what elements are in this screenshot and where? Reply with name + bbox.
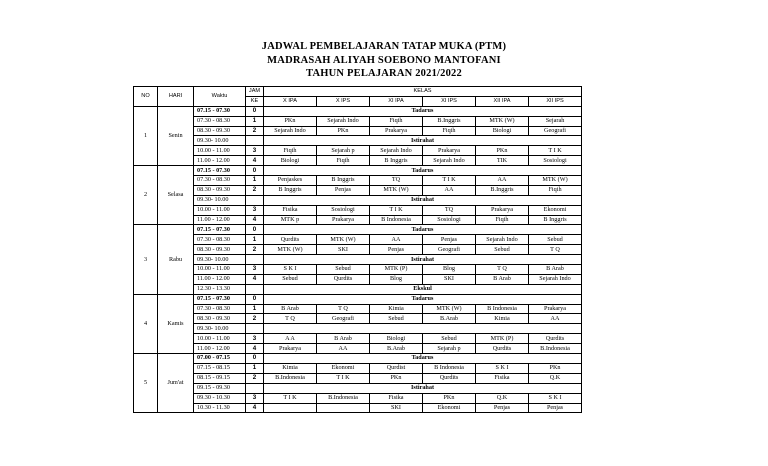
subject-cell: B.Arab (370, 344, 423, 354)
table-row (134, 215, 582, 225)
day-number: 4 (134, 294, 158, 353)
jam-ke-cell: 0 (246, 106, 264, 116)
subject-cell: AA (529, 314, 582, 324)
table-row (134, 304, 582, 314)
subject-cell: Penjas (476, 403, 529, 413)
subject-cell: Biologi (476, 126, 529, 136)
subject-cell: SKI (423, 274, 476, 284)
jam-ke-cell: 0 (246, 225, 264, 235)
jam-ke-cell (246, 255, 264, 265)
jam-ke-cell (246, 284, 264, 294)
subject-cell: T I K (264, 393, 317, 403)
subject-cell: MTK (W) (370, 185, 423, 195)
time-cell: 07.15 - 07.30 (194, 166, 246, 176)
subject-cell: SKI (370, 403, 423, 413)
subject-cell (264, 403, 317, 413)
jam-ke-cell: 3 (246, 146, 264, 156)
merged-activity-cell: Ekskul (264, 284, 582, 294)
subject-cell: S K I (529, 393, 582, 403)
jam-ke-cell: 1 (246, 304, 264, 314)
table-row (134, 393, 582, 403)
subject-cell: Sosiologi (317, 205, 370, 215)
time-cell: 07.15 - 07.30 (194, 106, 246, 116)
subject-cell: PKn (317, 126, 370, 136)
merged-activity-cell: Tadarus (264, 225, 582, 235)
subject-cell: Blog (423, 265, 476, 275)
time-cell: 07.30 - 08.30 (194, 176, 246, 186)
day-number: 1 (134, 106, 158, 165)
jam-ke-cell: 4 (246, 156, 264, 166)
title-line-3: TAHUN PELAJARAN 2021/2022 (306, 68, 462, 79)
subject-cell: AA (476, 176, 529, 186)
table-row (134, 265, 582, 275)
merged-activity-cell: Istirahat (264, 195, 582, 205)
table-row (134, 314, 582, 324)
subject-cell: Penjas (317, 185, 370, 195)
table-row (134, 294, 582, 304)
subject-cell: B Arab (264, 304, 317, 314)
subject-cell: Qurdits (317, 274, 370, 284)
table-row (134, 126, 582, 136)
subject-cell: T Q (264, 314, 317, 324)
subject-cell: Ekonomi (317, 363, 370, 373)
subject-cell: Sosiologi (529, 156, 582, 166)
table-row (134, 235, 582, 245)
time-cell: 11.00 - 12.00 (194, 344, 246, 354)
time-cell: 10.00 - 11.00 (194, 146, 246, 156)
table-row (134, 284, 582, 294)
subject-cell: Sebud (529, 235, 582, 245)
subject-cell: Sejarah Indo (370, 146, 423, 156)
subject-cell: B Inggris (370, 156, 423, 166)
table-row (134, 373, 582, 383)
subject-cell: Q.K (476, 393, 529, 403)
subject-cell: TQ (423, 205, 476, 215)
subject-cell: Sebud (476, 245, 529, 255)
subject-cell: PKn (370, 373, 423, 383)
time-cell: 09.30 - 10.30 (194, 393, 246, 403)
subject-cell: B Arab (476, 274, 529, 284)
header-no: NO (134, 87, 158, 107)
subject-cell: TIK (476, 156, 529, 166)
time-cell: 09.30- 10.00 (194, 195, 246, 205)
subject-cell: B.Inggris (423, 116, 476, 126)
table-row (134, 185, 582, 195)
subject-cell: Prakarya (264, 344, 317, 354)
table-row (134, 274, 582, 284)
table-row (134, 334, 582, 344)
subject-cell: B Indonesia (476, 304, 529, 314)
jam-ke-cell: 1 (246, 235, 264, 245)
subject-cell: Prakarya (423, 146, 476, 156)
header-kelas: KELAS (264, 87, 582, 97)
subject-cell: Sejarah p (317, 146, 370, 156)
subject-cell: B.Indonesia (529, 344, 582, 354)
subject-cell: T I K (370, 205, 423, 215)
subject-cell: Sejarah p (423, 344, 476, 354)
subject-cell: Fiqih (476, 215, 529, 225)
table-row (134, 344, 582, 354)
subject-cell: Penjas (529, 403, 582, 413)
subject-cell: Fiqih (423, 126, 476, 136)
header-class: XI IPS (423, 96, 476, 106)
title-line-1: JADWAL PEMBELAJARAN TATAP MUKA (PTM) (261, 41, 507, 52)
table-row (134, 403, 582, 413)
subject-cell: Sebud (423, 334, 476, 344)
time-cell: 07.15 - 08.15 (194, 363, 246, 373)
day-name: Rabu (158, 225, 194, 294)
time-cell: 07.30 - 08.30 (194, 304, 246, 314)
time-cell: 10.00 - 11.00 (194, 205, 246, 215)
subject-cell: Prakarya (370, 126, 423, 136)
jam-ke-cell (246, 136, 264, 146)
merged-activity-cell (264, 324, 582, 334)
table-row (134, 363, 582, 373)
jam-ke-cell: 3 (246, 393, 264, 403)
header-hari: HARI (158, 87, 194, 107)
subject-cell: B Indonesia (370, 215, 423, 225)
time-cell: 10.00 - 11.00 (194, 265, 246, 275)
time-cell: 11.00 - 12.00 (194, 274, 246, 284)
subject-cell: Sebud (370, 314, 423, 324)
subject-cell: Sebud (317, 265, 370, 275)
subject-cell: Fiqih (370, 116, 423, 126)
subject-cell: T Q (317, 304, 370, 314)
subject-cell: B Arab (317, 334, 370, 344)
subject-cell: Sejarah Indo (264, 126, 317, 136)
schedule-body (134, 106, 582, 413)
subject-cell: Geografi (317, 314, 370, 324)
jam-ke-cell: 2 (246, 245, 264, 255)
subject-cell: Fiqih (317, 156, 370, 166)
time-cell: 11.00 - 12.00 (194, 156, 246, 166)
time-cell: 12.30 - 13.30 (194, 284, 246, 294)
table-row (134, 195, 582, 205)
subject-cell: Fisika (370, 393, 423, 403)
subject-cell: Penjas (423, 235, 476, 245)
subject-cell: AA (317, 344, 370, 354)
subject-cell: Q.K (529, 373, 582, 383)
jam-ke-cell: 0 (246, 294, 264, 304)
subject-cell (317, 403, 370, 413)
subject-cell: T I K (423, 176, 476, 186)
jam-ke-cell: 2 (246, 314, 264, 324)
time-cell: 08.30 - 09.30 (194, 245, 246, 255)
subject-cell: Sebud (264, 274, 317, 284)
subject-cell: A A (264, 334, 317, 344)
merged-activity-cell: Tadarus (264, 294, 582, 304)
header-class: X IPA (264, 96, 317, 106)
time-cell: 07.30 - 08.30 (194, 116, 246, 126)
subject-cell: MTK (P) (370, 265, 423, 275)
subject-cell: T I K (529, 146, 582, 156)
jam-ke-cell (246, 195, 264, 205)
subject-cell: Fiqih (264, 146, 317, 156)
jam-ke-cell: 4 (246, 274, 264, 284)
time-cell: 09.30- 10.00 (194, 136, 246, 146)
day-name: Kamis (158, 294, 194, 353)
subject-cell: Biologi (264, 156, 317, 166)
subject-cell: MTK (P) (476, 334, 529, 344)
time-cell: 09.30- 10.00 (194, 324, 246, 334)
subject-cell: Qurdits (264, 235, 317, 245)
table-row (134, 354, 582, 364)
jam-ke-cell (246, 383, 264, 393)
subject-cell: PKn (264, 116, 317, 126)
table-row (134, 116, 582, 126)
header-class: XII IPA (476, 96, 529, 106)
jam-ke-cell: 2 (246, 185, 264, 195)
subject-cell: Penjas (370, 245, 423, 255)
subject-cell: Sejarah Indo (476, 235, 529, 245)
title-line-2: MADRASAH ALIYAH SOEBONO MANTOFANI (267, 54, 501, 66)
time-cell: 07.00 - 07.15 (194, 354, 246, 364)
subject-cell: Blog (370, 274, 423, 284)
jam-ke-cell: 0 (246, 354, 264, 364)
time-cell: 07.15 - 07.30 (194, 294, 246, 304)
subject-cell: Kimia (264, 363, 317, 373)
jam-ke-cell: 1 (246, 176, 264, 186)
day-number: 5 (134, 354, 158, 413)
merged-activity-cell: Tadarus (264, 106, 582, 116)
table-row (134, 136, 582, 146)
merged-activity-cell: Istirahat (264, 383, 582, 393)
time-cell: 08.30 - 09.30 (194, 314, 246, 324)
jam-ke-cell: 4 (246, 344, 264, 354)
subject-cell: B Inggris (264, 185, 317, 195)
subject-cell: TQ (370, 176, 423, 186)
subject-cell: Sosiologi (423, 215, 476, 225)
merged-activity-cell: Tadarus (264, 166, 582, 176)
subject-cell: Qurdits (529, 334, 582, 344)
subject-cell: B.Indonesia (317, 393, 370, 403)
jam-ke-cell: 3 (246, 205, 264, 215)
subject-cell: B Arab (529, 265, 582, 275)
table-row (134, 156, 582, 166)
subject-cell: B Inggris (317, 176, 370, 186)
table-row (134, 146, 582, 156)
subject-cell: AA (423, 185, 476, 195)
subject-cell: PKn (476, 146, 529, 156)
time-cell: 11.00 - 12.00 (194, 215, 246, 225)
subject-cell: B.Inggris (476, 185, 529, 195)
subject-cell: MTK (W) (529, 176, 582, 186)
subject-cell: T Q (476, 265, 529, 275)
table-row (134, 166, 582, 176)
subject-cell: Fisika (264, 205, 317, 215)
subject-cell: MTK (W) (264, 245, 317, 255)
subject-cell: Qurdits (423, 373, 476, 383)
schedule-table (133, 86, 582, 413)
document-title (0, 40, 768, 81)
time-cell: 08.30 - 09.30 (194, 126, 246, 136)
day-number: 3 (134, 225, 158, 294)
table-row (134, 255, 582, 265)
header-class: XII IPS (529, 96, 582, 106)
jam-ke-cell: 3 (246, 334, 264, 344)
time-cell: 09.30- 10.00 (194, 255, 246, 265)
subject-cell: T I K (317, 373, 370, 383)
subject-cell: Prakarya (476, 205, 529, 215)
time-cell: 08.15 - 09.15 (194, 373, 246, 383)
jam-ke-cell: 2 (246, 373, 264, 383)
jam-ke-cell: 0 (246, 166, 264, 176)
subject-cell: MTK (W) (423, 304, 476, 314)
table-row (134, 205, 582, 215)
day-name: Jum'at (158, 354, 194, 413)
time-cell: 09.15 - 09.30 (194, 383, 246, 393)
day-number: 2 (134, 166, 158, 225)
subject-cell: B.Indonesia (264, 373, 317, 383)
day-name: Selasa (158, 166, 194, 225)
subject-cell: AA (370, 235, 423, 245)
subject-cell: Ekonomi (529, 205, 582, 215)
time-cell: 07.30 - 08.30 (194, 235, 246, 245)
subject-cell: Qurdits (476, 344, 529, 354)
table-row (134, 106, 582, 116)
table-row (134, 176, 582, 186)
jam-ke-cell: 3 (246, 265, 264, 275)
subject-cell: B.Arab (423, 314, 476, 324)
header-class: XI IPA (370, 96, 423, 106)
subject-cell: Kimia (370, 304, 423, 314)
jam-ke-cell (246, 324, 264, 334)
table-row (134, 245, 582, 255)
jam-ke-cell: 1 (246, 116, 264, 126)
subject-cell: S K I (476, 363, 529, 373)
subject-cell: Qurdist (370, 363, 423, 373)
subject-cell: PKn (529, 363, 582, 373)
subject-cell: SKI (317, 245, 370, 255)
time-cell: 07.15 - 07.30 (194, 225, 246, 235)
merged-activity-cell: Tadarus (264, 354, 582, 364)
subject-cell: B Inggris (529, 215, 582, 225)
subject-cell: Sejarah Indo (529, 274, 582, 284)
subject-cell: Kimia (476, 314, 529, 324)
subject-cell: MTK (W) (476, 116, 529, 126)
subject-cell: Biologi (370, 334, 423, 344)
subject-cell: Ekonomi (423, 403, 476, 413)
jam-ke-cell: 4 (246, 403, 264, 413)
time-cell: 10.30 - 11.30 (194, 403, 246, 413)
subject-cell: Sejarah (529, 116, 582, 126)
header-ke: KE (246, 96, 264, 106)
header-waktu: Waktu (194, 87, 246, 107)
subject-cell: T Q (529, 245, 582, 255)
table-row (134, 324, 582, 334)
table-row (134, 383, 582, 393)
subject-cell: PKn (423, 393, 476, 403)
subject-cell: MTK p (264, 215, 317, 225)
time-cell: 08.30 - 09.30 (194, 185, 246, 195)
jam-ke-cell: 4 (246, 215, 264, 225)
merged-activity-cell: Istirahat (264, 136, 582, 146)
subject-cell: MTK (W) (317, 235, 370, 245)
jam-ke-cell: 1 (246, 363, 264, 373)
header-jam: JAM (246, 87, 264, 97)
merged-activity-cell: Istirahat (264, 255, 582, 265)
subject-cell: B Indonesia (423, 363, 476, 373)
subject-cell: Sejarah Indo (423, 156, 476, 166)
subject-cell: Fiqih (529, 185, 582, 195)
time-cell: 10.00 - 11.00 (194, 334, 246, 344)
subject-cell: Geografi (529, 126, 582, 136)
jam-ke-cell: 2 (246, 126, 264, 136)
subject-cell: Prakarya (529, 304, 582, 314)
subject-cell: Penjaskes (264, 176, 317, 186)
subject-cell: Fisika (476, 373, 529, 383)
subject-cell: S K I (264, 265, 317, 275)
subject-cell: Prakarya (317, 215, 370, 225)
day-name: Senin (158, 106, 194, 165)
table-row (134, 225, 582, 235)
subject-cell: Sejarah Indo (317, 116, 370, 126)
header-class: X IPS (317, 96, 370, 106)
subject-cell: Geografi (423, 245, 476, 255)
